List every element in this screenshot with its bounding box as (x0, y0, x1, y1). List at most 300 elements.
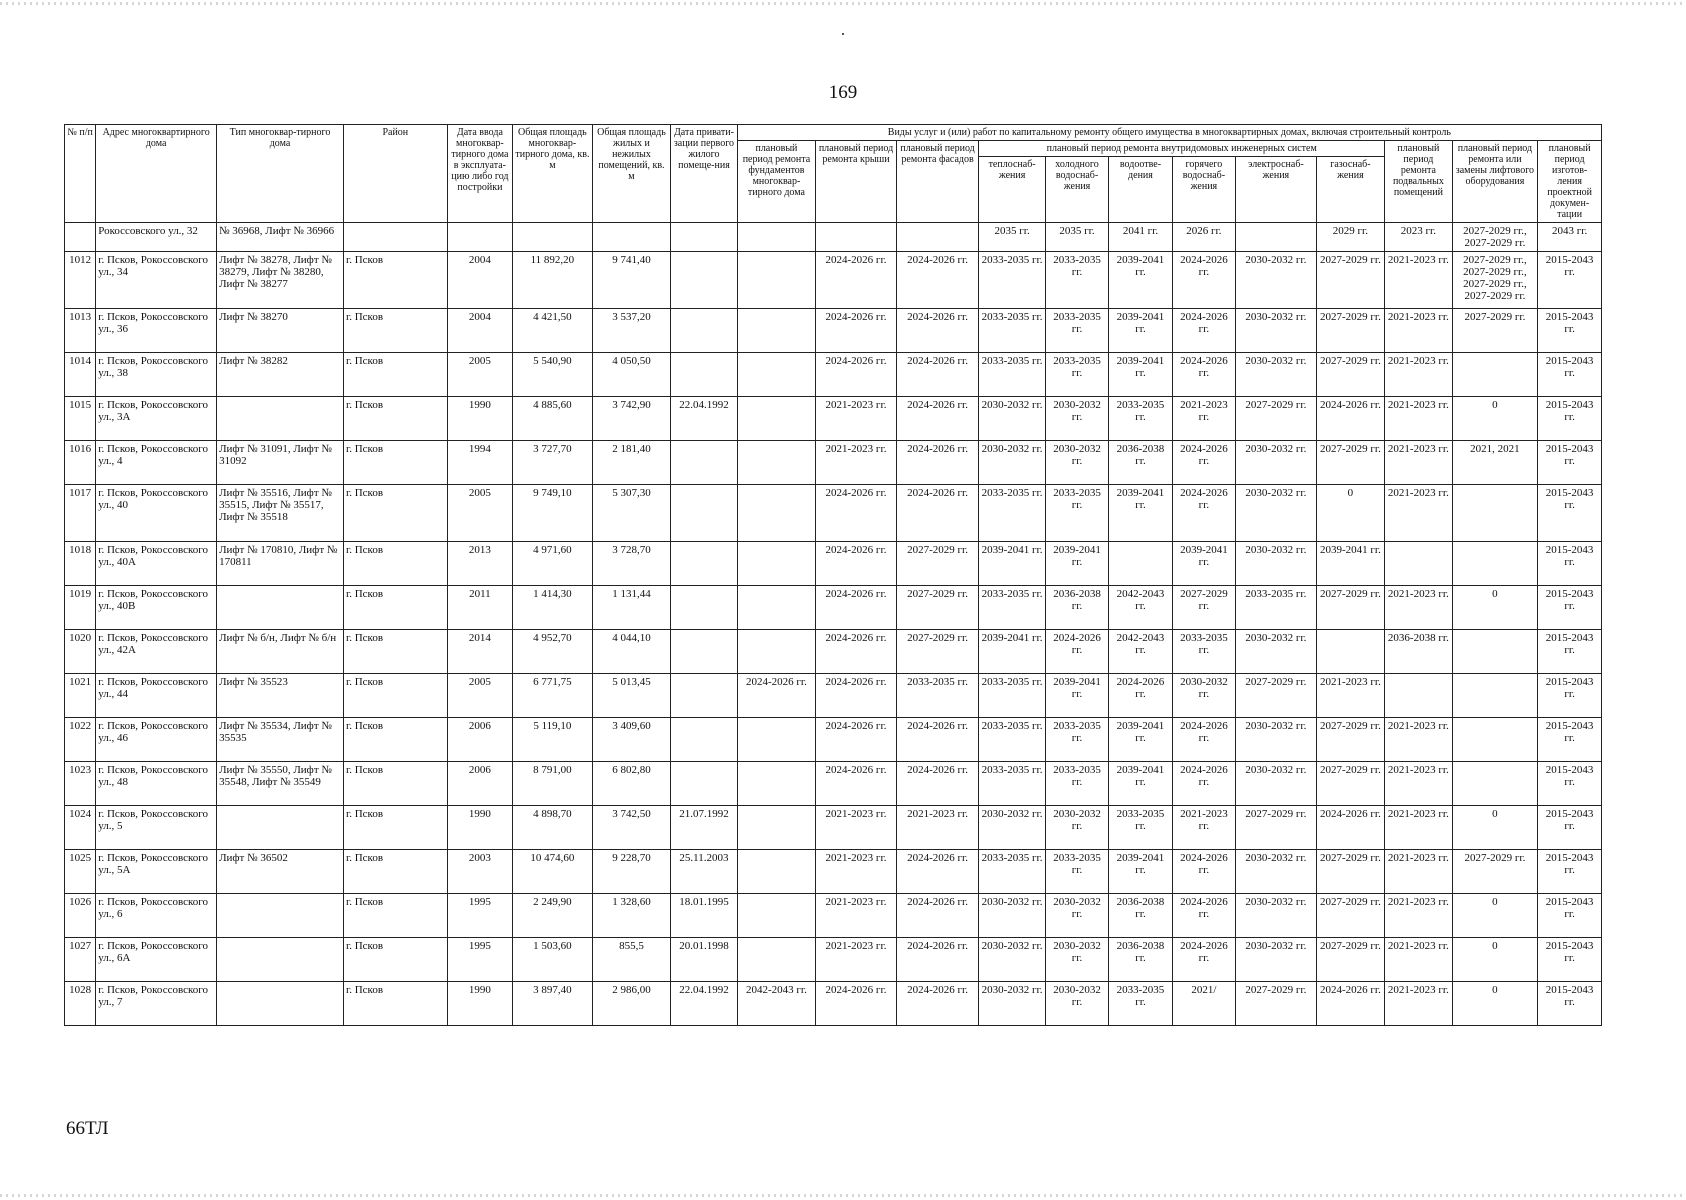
year-cell (447, 223, 512, 252)
house-type-cell: Лифт № 35534, Лифт № 35535 (217, 718, 344, 762)
gas-cell (1316, 630, 1384, 674)
address-cell: г. Псков, Рокоссовского ул., 6А (96, 938, 217, 982)
col-facade-header: плановый период ремонта фасадов (896, 141, 979, 223)
year-cell: 1990 (447, 982, 512, 1026)
address-cell: г. Псков, Рокоссовского ул., 6 (96, 894, 217, 938)
address-cell: г. Псков, Рокоссовского ул., 48 (96, 762, 217, 806)
basement-cell: 2021-2023 гг. (1385, 850, 1452, 894)
table-row (65, 223, 1602, 252)
hot-water-cell: 2026 гг. (1172, 223, 1235, 252)
house-type-cell: Лифт № 35516, Лифт № 35515, Лифт № 35517, Лифт № 35518 (217, 485, 344, 542)
col-cold-water-header: холодного водоснаб-жения (1045, 157, 1108, 223)
gas-cell: 2024-2026 гг. (1316, 806, 1384, 850)
cold-water-cell: 2030-2032 гг. (1045, 806, 1108, 850)
col-heat-header: теплоснаб-жения (979, 157, 1045, 223)
table-body (65, 223, 1602, 1026)
lift-cell: 2027-2029 гг., 2027-2029 гг. (1452, 223, 1538, 252)
hot-water-cell: 2024-2026 гг. (1172, 252, 1235, 309)
heat-cell: 2033-2035 гг. (979, 353, 1045, 397)
cold-water-cell: 2033-2035 гг. (1045, 850, 1108, 894)
facade-cell: 2024-2026 гг. (896, 485, 979, 542)
district-cell: г. Псков (343, 252, 447, 309)
col-roof-header: плановый период ремонта крыши (816, 141, 897, 223)
house-type-cell (217, 894, 344, 938)
design-cell: 2015-2043 гг. (1538, 630, 1602, 674)
hot-water-cell: 2021-2023 гг. (1172, 806, 1235, 850)
living-area-cell: 3 728,70 (592, 542, 671, 586)
address-cell: г. Псков, Рокоссовского ул., 38 (96, 353, 217, 397)
drainage-cell: 2042-2043 гг. (1109, 586, 1172, 630)
roof-cell: 2024-2026 гг. (816, 630, 897, 674)
hot-water-cell: 2021-2023 гг. (1172, 397, 1235, 441)
district-cell: г. Псков (343, 762, 447, 806)
total-area-cell: 6 771,75 (513, 674, 593, 718)
works-group-header: Виды услуг и (или) работ по капитальному ремонту общего имущества в многоквартирных домах, включая строительный контроль (737, 125, 1601, 141)
house-type-cell: Лифт № 35523 (217, 674, 344, 718)
row-num: 1023 (65, 762, 96, 806)
lift-cell (1452, 485, 1538, 542)
house-type-cell: Лифт № 38278, Лифт № 38279, Лифт № 38280, Лифт № 38277 (217, 252, 344, 309)
total-area-cell: 2 249,90 (513, 894, 593, 938)
roof-cell (816, 223, 897, 252)
year-cell: 1990 (447, 397, 512, 441)
hot-water-cell: 2024-2026 гг. (1172, 718, 1235, 762)
heat-cell: 2033-2035 гг. (979, 762, 1045, 806)
total-area-cell: 1 414,30 (513, 586, 593, 630)
hot-water-cell: 2024-2026 гг. (1172, 353, 1235, 397)
foundation-cell (737, 252, 816, 309)
table-row (65, 718, 1602, 762)
total-area-cell: 8 791,00 (513, 762, 593, 806)
house-type-cell (217, 586, 344, 630)
facade-cell: 2024-2026 гг. (896, 894, 979, 938)
address-cell: г. Псков, Рокоссовского ул., 3А (96, 397, 217, 441)
roof-cell: 2024-2026 гг. (816, 718, 897, 762)
foundation-cell (737, 630, 816, 674)
footer-code: 66ТЛ (66, 1118, 109, 1139)
house-type-cell (217, 982, 344, 1026)
living-area-cell: 3 537,20 (592, 309, 671, 353)
gas-cell: 2029 гг. (1316, 223, 1384, 252)
row-num: 1014 (65, 353, 96, 397)
living-area-cell: 3 742,50 (592, 806, 671, 850)
design-cell: 2015-2043 гг. (1538, 485, 1602, 542)
cold-water-cell: 2030-2032 гг. (1045, 982, 1108, 1026)
drainage-cell: 2039-2041 гг. (1109, 353, 1172, 397)
privatization-cell (671, 252, 737, 309)
basement-cell: 2021-2023 гг. (1385, 252, 1452, 309)
row-num: 1020 (65, 630, 96, 674)
district-cell: г. Псков (343, 441, 447, 485)
design-cell: 2015-2043 гг. (1538, 938, 1602, 982)
row-num: 1018 (65, 542, 96, 586)
foundation-cell (737, 542, 816, 586)
facade-cell: 2024-2026 гг. (896, 397, 979, 441)
foundation-cell (737, 718, 816, 762)
table-row (65, 850, 1602, 894)
district-cell: г. Псков (343, 353, 447, 397)
district-cell: г. Псков (343, 674, 447, 718)
address-cell: г. Псков, Рокоссовского ул., 44 (96, 674, 217, 718)
cold-water-cell: 2024-2026 гг. (1045, 630, 1108, 674)
foundation-cell: 2042-2043 гг. (737, 982, 816, 1026)
foundation-cell (737, 353, 816, 397)
hot-water-cell: 2024-2026 гг. (1172, 938, 1235, 982)
total-area-cell: 10 474,60 (513, 850, 593, 894)
design-cell: 2015-2043 гг. (1538, 894, 1602, 938)
scan-artifact-bottom (0, 1194, 1686, 1197)
row-num: 1021 (65, 674, 96, 718)
row-num: 1025 (65, 850, 96, 894)
heat-cell: 2033-2035 гг. (979, 309, 1045, 353)
electric-cell: 2027-2029 гг. (1236, 806, 1317, 850)
district-cell: г. Псков (343, 542, 447, 586)
hot-water-cell: 2024-2026 гг. (1172, 441, 1235, 485)
lift-cell (1452, 674, 1538, 718)
facade-cell: 2027-2029 гг. (896, 586, 979, 630)
privatization-cell (671, 762, 737, 806)
design-cell: 2015-2043 гг. (1538, 718, 1602, 762)
address-cell: г. Псков, Рокоссовского ул., 46 (96, 718, 217, 762)
row-num: 1012 (65, 252, 96, 309)
basement-cell: 2021-2023 гг. (1385, 938, 1452, 982)
facade-cell: 2024-2026 гг. (896, 850, 979, 894)
design-cell: 2015-2043 гг. (1538, 850, 1602, 894)
drainage-cell: 2036-2038 гг. (1109, 938, 1172, 982)
row-num: 1022 (65, 718, 96, 762)
row-num: 1028 (65, 982, 96, 1026)
living-area-cell: 3 742,90 (592, 397, 671, 441)
basement-cell: 2036-2038 гг. (1385, 630, 1452, 674)
gas-cell: 2024-2026 гг. (1316, 982, 1384, 1026)
drainage-cell: 2036-2038 гг. (1109, 441, 1172, 485)
privatization-cell (671, 485, 737, 542)
privatization-cell (671, 630, 737, 674)
table-row (65, 485, 1602, 542)
lift-cell: 2027-2029 гг. (1452, 309, 1538, 353)
roof-cell: 2024-2026 гг. (816, 542, 897, 586)
design-cell: 2015-2043 гг. (1538, 252, 1602, 309)
gas-cell: 2039-2041 гг. (1316, 542, 1384, 586)
living-area-cell: 5 307,30 (592, 485, 671, 542)
address-cell: г. Псков, Рокоссовского ул., 7 (96, 982, 217, 1026)
drainage-cell: 2033-2035 гг. (1109, 397, 1172, 441)
gas-cell: 2024-2026 гг. (1316, 397, 1384, 441)
address-cell: г. Псков, Рокоссовского ул., 34 (96, 252, 217, 309)
table-row (65, 762, 1602, 806)
total-area-cell: 3 897,40 (513, 982, 593, 1026)
house-type-cell: Лифт № 38282 (217, 353, 344, 397)
living-area-cell: 9 228,70 (592, 850, 671, 894)
scan-dot (842, 33, 844, 35)
col-address-header: Адрес многоквартирного дома (96, 125, 217, 223)
cold-water-cell: 2039-2041 гг. (1045, 674, 1108, 718)
living-area-cell: 5 013,45 (592, 674, 671, 718)
facade-cell: 2024-2026 гг. (896, 982, 979, 1026)
drainage-cell: 2039-2041 гг. (1109, 762, 1172, 806)
col-gas-header: газоснаб-жения (1316, 157, 1384, 223)
district-cell: г. Псков (343, 397, 447, 441)
basement-cell: 2023 гг. (1385, 223, 1452, 252)
living-area-cell: 4 044,10 (592, 630, 671, 674)
electric-cell: 2030-2032 гг. (1236, 630, 1317, 674)
heat-cell: 2033-2035 гг. (979, 252, 1045, 309)
heat-cell: 2033-2035 гг. (979, 718, 1045, 762)
address-cell: г. Псков, Рокоссовского ул., 40А (96, 542, 217, 586)
design-cell: 2015-2043 гг. (1538, 353, 1602, 397)
year-cell: 2004 (447, 252, 512, 309)
col-commission-header: Дата ввода многоквар-тирного дома в эксплуата-цию либо год постройки (447, 125, 512, 223)
roof-cell: 2024-2026 гг. (816, 982, 897, 1026)
privatization-cell: 21.07.1992 (671, 806, 737, 850)
hot-water-cell: 2039-2041 гг. (1172, 542, 1235, 586)
design-cell: 2015-2043 гг. (1538, 397, 1602, 441)
basement-cell (1385, 674, 1452, 718)
roof-cell: 2021-2023 гг. (816, 938, 897, 982)
foundation-cell (737, 309, 816, 353)
lift-cell: 0 (1452, 397, 1538, 441)
living-area-cell: 1 131,44 (592, 586, 671, 630)
address-cell: г. Псков, Рокоссовского ул., 42А (96, 630, 217, 674)
hot-water-cell: 2024-2026 гг. (1172, 762, 1235, 806)
house-type-cell: Лифт № 31091, Лифт № 31092 (217, 441, 344, 485)
living-area-cell: 1 328,60 (592, 894, 671, 938)
row-num: 1016 (65, 441, 96, 485)
year-cell: 1995 (447, 894, 512, 938)
district-cell: г. Псков (343, 938, 447, 982)
lift-cell (1452, 353, 1538, 397)
lift-cell (1452, 542, 1538, 586)
table-row (65, 542, 1602, 586)
electric-cell: 2030-2032 гг. (1236, 894, 1317, 938)
district-cell: г. Псков (343, 630, 447, 674)
foundation-cell (737, 397, 816, 441)
total-area-cell: 4 421,50 (513, 309, 593, 353)
living-area-cell: 4 050,50 (592, 353, 671, 397)
facade-cell: 2021-2023 гг. (896, 806, 979, 850)
house-type-cell: Лифт № б/н, Лифт № б/н (217, 630, 344, 674)
privatization-cell (671, 223, 737, 252)
col-district-header: Район (343, 125, 447, 223)
heat-cell: 2030-2032 гг. (979, 938, 1045, 982)
design-cell: 2015-2043 гг. (1538, 674, 1602, 718)
design-cell: 2015-2043 гг. (1538, 806, 1602, 850)
foundation-cell (737, 485, 816, 542)
living-area-cell: 855,5 (592, 938, 671, 982)
privatization-cell: 18.01.1995 (671, 894, 737, 938)
design-cell: 2015-2043 гг. (1538, 542, 1602, 586)
year-cell: 2003 (447, 850, 512, 894)
house-type-cell: Лифт № 170810, Лифт № 170811 (217, 542, 344, 586)
year-cell: 2013 (447, 542, 512, 586)
lift-cell: 2021, 2021 (1452, 441, 1538, 485)
address-cell: Рокоссовского ул., 32 (96, 223, 217, 252)
heat-cell: 2039-2041 гг. (979, 630, 1045, 674)
privatization-cell: 22.04.1992 (671, 982, 737, 1026)
total-area-cell: 4 971,60 (513, 542, 593, 586)
facade-cell: 2024-2026 гг. (896, 309, 979, 353)
header-row-1 (65, 125, 1602, 141)
foundation-cell (737, 894, 816, 938)
table-row (65, 441, 1602, 485)
basement-cell: 2021-2023 гг. (1385, 982, 1452, 1026)
year-cell: 2005 (447, 485, 512, 542)
heat-cell: 2035 гг. (979, 223, 1045, 252)
gas-cell: 2027-2029 гг. (1316, 850, 1384, 894)
privatization-cell (671, 586, 737, 630)
living-area-cell: 2 181,40 (592, 441, 671, 485)
cold-water-cell: 2033-2035 гг. (1045, 718, 1108, 762)
col-electric-header: электроснаб-жения (1236, 157, 1317, 223)
roof-cell: 2021-2023 гг. (816, 397, 897, 441)
foundation-cell (737, 938, 816, 982)
year-cell: 1995 (447, 938, 512, 982)
drainage-cell: 2041 гг. (1109, 223, 1172, 252)
total-area-cell: 3 727,70 (513, 441, 593, 485)
address-cell: г. Псков, Рокоссовского ул., 36 (96, 309, 217, 353)
electric-cell: 2027-2029 гг. (1236, 397, 1317, 441)
cold-water-cell: 2033-2035 гг. (1045, 353, 1108, 397)
gas-cell: 2027-2029 гг. (1316, 718, 1384, 762)
foundation-cell: 2024-2026 гг. (737, 674, 816, 718)
hot-water-cell: 2024-2026 гг. (1172, 894, 1235, 938)
cold-water-cell: 2033-2035 гг. (1045, 252, 1108, 309)
drainage-cell: 2039-2041 гг. (1109, 252, 1172, 309)
privatization-cell (671, 309, 737, 353)
living-area-cell: 2 986,00 (592, 982, 671, 1026)
cold-water-cell: 2033-2035 гг. (1045, 309, 1108, 353)
lift-cell: 0 (1452, 806, 1538, 850)
design-cell: 2015-2043 гг. (1538, 982, 1602, 1026)
gas-cell: 2027-2029 гг. (1316, 762, 1384, 806)
district-cell: г. Псков (343, 718, 447, 762)
drainage-cell (1109, 542, 1172, 586)
total-area-cell: 4 898,70 (513, 806, 593, 850)
drainage-cell: 2033-2035 гг. (1109, 982, 1172, 1026)
row-num: 1019 (65, 586, 96, 630)
electric-cell: 2027-2029 гг. (1236, 674, 1317, 718)
roof-cell: 2024-2026 гг. (816, 762, 897, 806)
electric-cell: 2030-2032 гг. (1236, 441, 1317, 485)
table-row (65, 894, 1602, 938)
col-lift-header: плановый период ремонта или замены лифтового оборудования (1452, 141, 1538, 223)
address-cell: г. Псков, Рокоссовского ул., 40 (96, 485, 217, 542)
roof-cell: 2021-2023 гг. (816, 441, 897, 485)
heat-cell: 2030-2032 гг. (979, 441, 1045, 485)
table-row (65, 938, 1602, 982)
electric-cell: 2030-2032 гг. (1236, 850, 1317, 894)
gas-cell: 2027-2029 гг. (1316, 938, 1384, 982)
cold-water-cell: 2035 гг. (1045, 223, 1108, 252)
district-cell: г. Псков (343, 309, 447, 353)
foundation-cell (737, 806, 816, 850)
privatization-cell (671, 542, 737, 586)
basement-cell (1385, 542, 1452, 586)
col-drainage-header: водоотве-дения (1109, 157, 1172, 223)
year-cell: 2006 (447, 718, 512, 762)
row-num: 1017 (65, 485, 96, 542)
facade-cell (896, 223, 979, 252)
privatization-cell (671, 353, 737, 397)
house-type-cell: Лифт № 38270 (217, 309, 344, 353)
row-num: 1027 (65, 938, 96, 982)
cold-water-cell: 2030-2032 гг. (1045, 441, 1108, 485)
foundation-cell (737, 850, 816, 894)
facade-cell: 2027-2029 гг. (896, 630, 979, 674)
gas-cell: 2027-2029 гг. (1316, 252, 1384, 309)
cold-water-cell: 2033-2035 гг. (1045, 762, 1108, 806)
gas-cell: 2021-2023 гг. (1316, 674, 1384, 718)
living-area-cell: 3 409,60 (592, 718, 671, 762)
lift-cell: 0 (1452, 586, 1538, 630)
electric-cell: 2030-2032 гг. (1236, 718, 1317, 762)
table-row (65, 397, 1602, 441)
lift-cell: 2027-2029 гг. (1452, 850, 1538, 894)
design-cell: 2015-2043 гг. (1538, 441, 1602, 485)
heat-cell: 2030-2032 гг. (979, 806, 1045, 850)
table-row (65, 982, 1602, 1026)
address-cell: г. Псков, Рокоссовского ул., 5 (96, 806, 217, 850)
col-total-area-header: Общая площадь многоквар-тирного дома, кв. м (513, 125, 593, 223)
hot-water-cell: 2024-2026 гг. (1172, 485, 1235, 542)
cold-water-cell: 2033-2035 гг. (1045, 485, 1108, 542)
col-living-area-header: Общая площадь жилых и нежилых помещений, кв. м (592, 125, 671, 223)
electric-cell: 2030-2032 гг. (1236, 252, 1317, 309)
drainage-cell: 2039-2041 гг. (1109, 485, 1172, 542)
lift-cell: 0 (1452, 938, 1538, 982)
basement-cell: 2021-2023 гг. (1385, 485, 1452, 542)
facade-cell: 2024-2026 гг. (896, 441, 979, 485)
foundation-cell (737, 586, 816, 630)
lift-cell: 2027-2029 гг., 2027-2029 гг., 2027-2029 гг., 2027-2029 гг. (1452, 252, 1538, 309)
roof-cell: 2024-2026 гг. (816, 309, 897, 353)
heat-cell: 2039-2041 гг. (979, 542, 1045, 586)
table-row (65, 630, 1602, 674)
gas-cell: 2027-2029 гг. (1316, 894, 1384, 938)
design-cell: 2015-2043 гг. (1538, 586, 1602, 630)
col-type-header: Тип многоквар-тирного дома (217, 125, 344, 223)
row-num: 1024 (65, 806, 96, 850)
drainage-cell: 2033-2035 гг. (1109, 806, 1172, 850)
house-type-cell (217, 397, 344, 441)
year-cell: 2014 (447, 630, 512, 674)
electric-cell: 2030-2032 гг. (1236, 938, 1317, 982)
col-basement-header: плановый период ремонта подвальных помещений (1385, 141, 1452, 223)
drainage-cell: 2024-2026 гг. (1109, 674, 1172, 718)
basement-cell: 2021-2023 гг. (1385, 397, 1452, 441)
roof-cell: 2024-2026 гг. (816, 353, 897, 397)
table-row (65, 586, 1602, 630)
total-area-cell: 5 119,10 (513, 718, 593, 762)
gas-cell: 2027-2029 гг. (1316, 353, 1384, 397)
district-cell (343, 223, 447, 252)
col-privatization-header: Дата привати-зации первого жилого помеще-ния (671, 125, 737, 223)
privatization-cell (671, 441, 737, 485)
living-area-cell: 9 741,40 (592, 252, 671, 309)
row-num: 1015 (65, 397, 96, 441)
page-number: 169 (828, 82, 858, 103)
total-area-cell: 4 952,70 (513, 630, 593, 674)
year-cell: 2004 (447, 309, 512, 353)
roof-cell: 2024-2026 гг. (816, 485, 897, 542)
electric-cell (1236, 223, 1317, 252)
hot-water-cell: 2024-2026 гг. (1172, 309, 1235, 353)
lift-cell: 0 (1452, 982, 1538, 1026)
drainage-cell: 2039-2041 гг. (1109, 718, 1172, 762)
total-area-cell (513, 223, 593, 252)
row-num: 1026 (65, 894, 96, 938)
roof-cell: 2024-2026 гг. (816, 252, 897, 309)
